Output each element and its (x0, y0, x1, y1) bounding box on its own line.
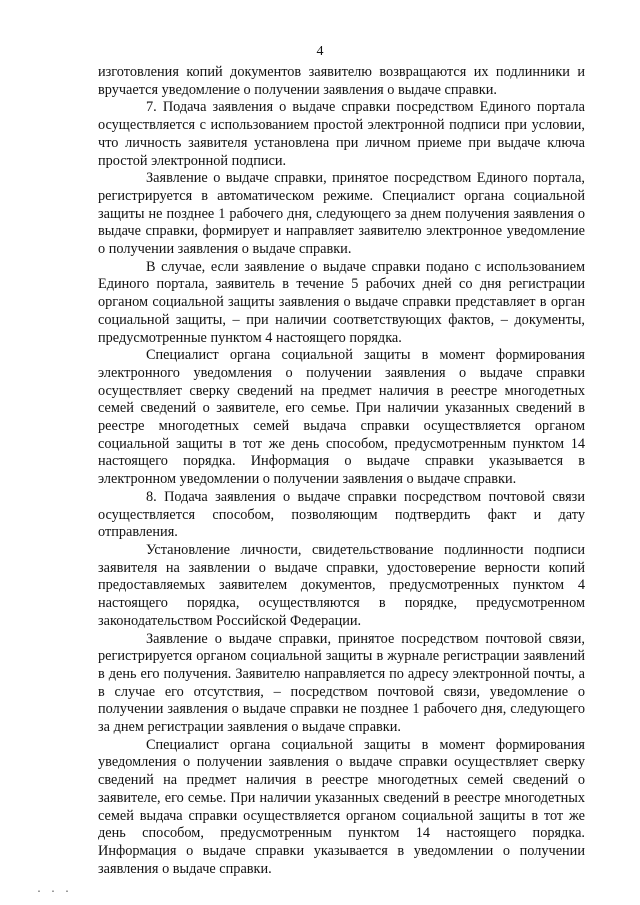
paragraph-continuation: изготовления копий документов заявителю возвращаются их подлинники и вручается уведомление о получении заявления о выдаче справки. (98, 64, 585, 98)
paragraph: Заявление о выдаче справки, принятое посредством почтовой связи, регистрируется органом социальной защиты в журнале регистрации заявлений в день его получения. Заявителю направляется по адресу электронной почты, а в случае его отсутствия, – посредством почтовой связи, уведомление о получении заявления о выдаче справки не позднее 1 рабочего дня, следующего за днем регистрации заявления о выдаче справки. (98, 630, 585, 736)
footer-mark: · · · (36, 887, 72, 898)
paragraph-item-7: 7. Подача заявления о выдаче справки посредством Единого портала осуществляется с использованием простой электронной подписи при условии, что личность заявителя установлена при личном приеме при выдаче ключа простой электронной подписи. (98, 99, 585, 169)
paragraph: В случае, если заявление о выдаче справки подано с использованием Единого портала, заявитель в течение 5 рабочих дней со дня регистрации органом социальной защиты заявления о выдаче справки представляет в орган социальной защиты, – при наличии соответствующих фактов, – документы, предусмотренные пунктом 4 настоящего порядка. (98, 258, 585, 346)
document-body (98, 64, 585, 878)
paragraph-item-8: 8. Подача заявления о выдаче справки посредством почтовой связи осуществляется способом, позволяющим подтвердить факт и дату отправления. (98, 488, 585, 541)
page-number: 4 (316, 44, 324, 59)
paragraph: Специалист органа социальной защиты в момент формирования электронного уведомления о получении заявления о выдаче справки осуществляет сверку сведений на предмет наличия в реестре многодетных семей сведений о заявителе, его семье. При наличии указанных сведений в реестре многодетных семей выдача справки осуществляется органом социальной защиты в тот же день способом, предусмотренным пунктом 14 настоящего порядка. Информация о выдаче справки указывается в электронном уведомлении о получении заявления о выдаче справки. (98, 347, 585, 488)
paragraph: Специалист органа социальной защиты в момент формирования уведомления о получении заявления о выдаче справки осуществляет сверку сведений на предмет наличия в реестре многодетных семей сведений о заявителе, его семье. При наличии указанных сведений в реестре многодетных семей выдача справки осуществляется органом социальной защиты в тот же день способом, предусмотренным пунктом 14 настоящего порядка. Информация о выдаче справки указывается в уведомлении о получении заявления о выдаче справки. (98, 736, 585, 877)
paragraph: Заявление о выдаче справки, принятое посредством Единого портала, регистрируется в автоматическом режиме. Специалист органа социальной защиты не позднее 1 рабочего дня, следующего за днем получения заявления о выдаче справки, формирует и направляет заявителю электронное уведомление о получении заявления о выдаче справки. (98, 170, 585, 258)
paragraph: Установление личности, свидетельствование подлинности подписи заявителя на заявлении о выдаче справки, удостоверение верности копий предоставляемых заявителем документов, предусмотренных пунктом 4 настоящего порядка, осуществляются в порядке, предусмотренном законодательством Российской Федерации. (98, 541, 585, 629)
